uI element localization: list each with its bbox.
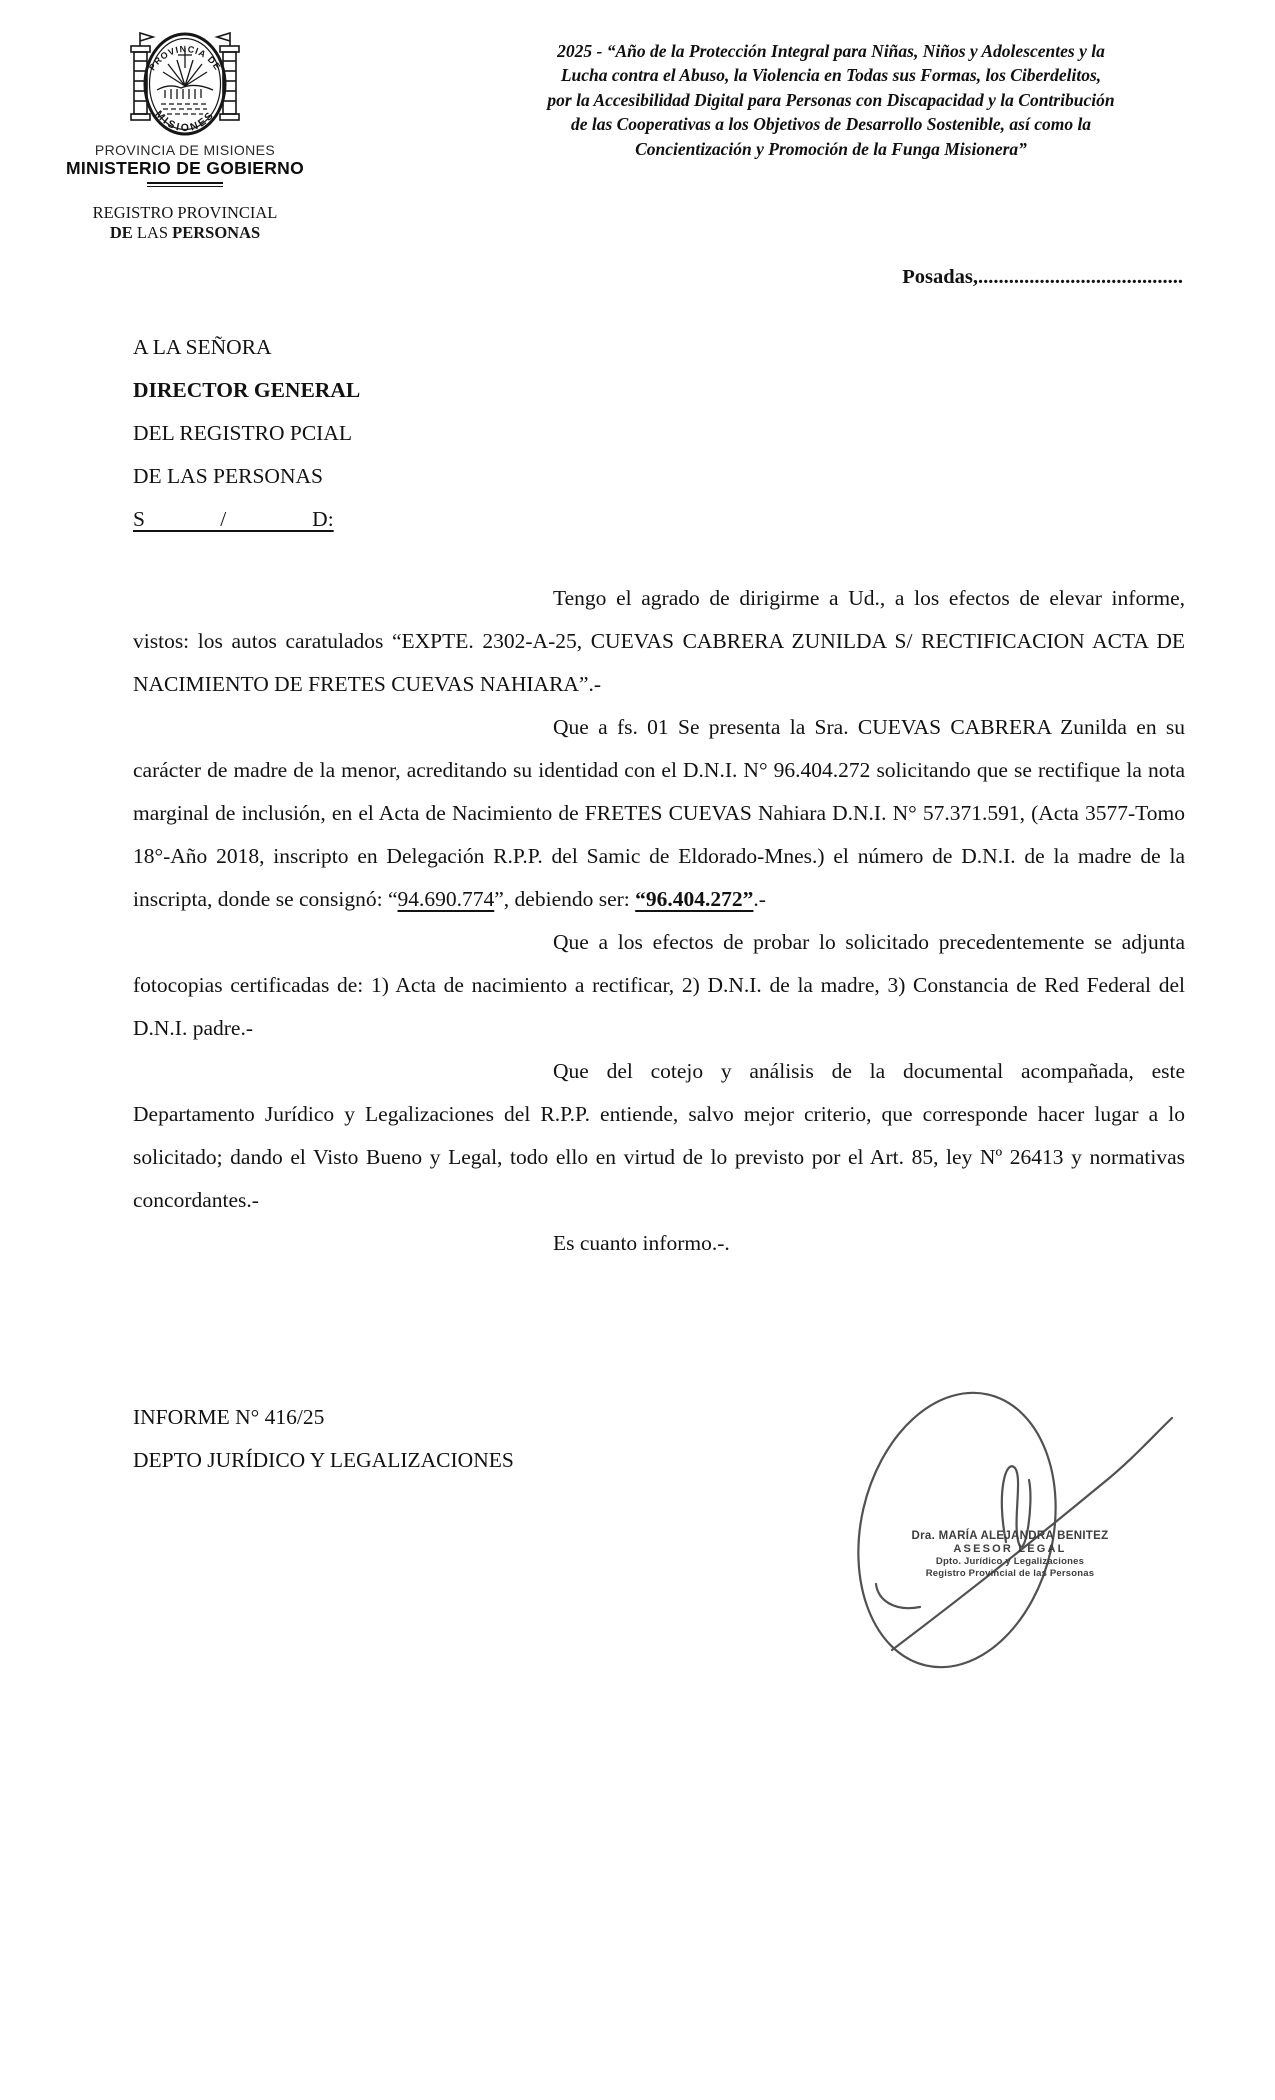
crest-top-arc-label: PROVINCIA DE [146,43,224,73]
paragraph-5-closing: Es cuanto informo.-. [553,1231,730,1255]
svg-text:MISIONES [153,108,218,134]
registry-line1: REGISTRO PROVINCIAL [92,203,278,222]
informe-number: INFORME N° 416/25 [133,1405,325,1429]
paragraph-4: Que del cotejo y análisis de la documental acompañada, este Departamento Jurídico y Legalizaciones del R.P.P. entiende, salvo mejor criterio, que corresponde hacer lugar a lo solicitado; dando el Visto Bueno y Legal, todo ello en virtud de lo previsto por el Art. 85, ley Nº 26413 y normativas concordantes.- [133,1059,1185,1212]
s-slash-d-line: S / D: [133,507,334,531]
paragraph-3: Que a los efectos de probar lo solicitado precedentemente se adjunta fotocopias certificadas de: 1) Acta de nacimiento a rectificar, 2) D.N.I. de la madre, 3) Constancia de Red Federal del D.N.I. padre.- [133,930,1185,1040]
crest-bottom-arc-label: MISIONES [152,108,218,135]
dni-incorrect-number: 94.690.774 [397,887,495,911]
dni-correct-number: “96.404.272” [635,887,754,911]
ministry-name: MINISTERIO DE GOBIERNO [65,158,304,178]
provincia-misiones-crest-icon [119,28,251,140]
informe-block [133,1396,514,1482]
recipient-salutation: A LA SEÑORA [133,335,272,359]
recipient-title: DIRECTOR GENERAL [133,378,361,402]
registry-line2 [55,223,315,243]
paragraph-2-text: .- [753,887,766,911]
province-name: PROVINCIA DE MISIONES [94,142,276,158]
motto-line: 2025 - “Año de la Protección Integral para Niñas, Niños y Adolescentes y la [557,41,1105,61]
letterhead-logo-block [55,28,315,243]
paragraph-2 [133,706,1185,921]
year-motto [468,39,1194,161]
dateline-posadas: Posadas,........................................ [902,266,1183,288]
paragraph-2-text: Que a fs. 01 Se presenta la Sra. CUEVAS CABRERA Zunilda en su carácter de madre de la menor, acreditando su identidad con el D.N.I. N° 96.404.272 solicitando que se rectifique la nota marginal de inclusión, en el Acta de Nacimiento de FRETES CUEVAS Nahiara D.N.I. N° 57.371.591, (Acta 3577-Tomo 18°-Año 2018, inscripto en Delegación R.P.P. del Samic de Eldorado-Mnes.) el número de D.N.I. de la madre de la inscripta, donde se consignó: “ [133,715,1185,911]
recipient-org-line2: DE LAS PERSONAS [133,464,323,488]
stamp-role: ASESOR LEGAL [953,1543,1067,1555]
stamp-name: Dra. MARÍA ALEJANDRA BENITEZ [911,1530,1109,1542]
recipient-org-line1: DEL REGISTRO PCIAL [133,421,352,445]
informe-department: DEPTO JURÍDICO Y LEGALIZACIONES [133,1448,514,1472]
registry-department-name [55,203,315,243]
registry-las: LAS [132,223,173,242]
motto-line: Lucha contra el Abuso, la Violencia en Todas sus Formas, los Ciberdelitos, [560,65,1102,86]
crest-landscape [157,85,213,114]
ministry-divider [147,182,223,187]
signature-diagonal-stroke [892,1418,1172,1650]
paragraph-1: Tengo el agrado de dirigirme a Ud., a los efectos de elevar informe, vistos: los autos caratulados “EXPTE. 2302-A-25, CUEVAS CABRERA ZUNILDA S/ RECTIFICACION ACTA DE NACIMIENTO DE FRETES CUEVAS NAHIARA”.- [133,586,1185,696]
motto-line: de las Cooperativas a los Objetivos de Desarrollo Sostenible, así como la [570,114,1092,135]
letter-body [133,577,1185,1265]
motto-line: por la Accesibilidad Digital para Personas con Discapacidad y la Contribución [547,89,1115,110]
signature-ellipse-stroke [832,1373,1082,1682]
signature-center-loops [1002,1466,1031,1547]
stamp-dept: Dpto. Jurídico y Legalizaciones [935,1556,1085,1567]
registry-personas: PERSONAS [172,223,261,242]
paragraph-2-text: ”, debiendo ser: [494,887,636,911]
handwritten-signature [810,1372,1230,1682]
signature-left-hook [876,1584,920,1608]
stamp-org: Registro Provincial de las Personas [925,1568,1095,1579]
registry-de: DE [109,223,133,242]
recipient-block [133,326,360,541]
motto-line: Concientización y Promoción de la Funga Misionera” [635,138,1027,159]
